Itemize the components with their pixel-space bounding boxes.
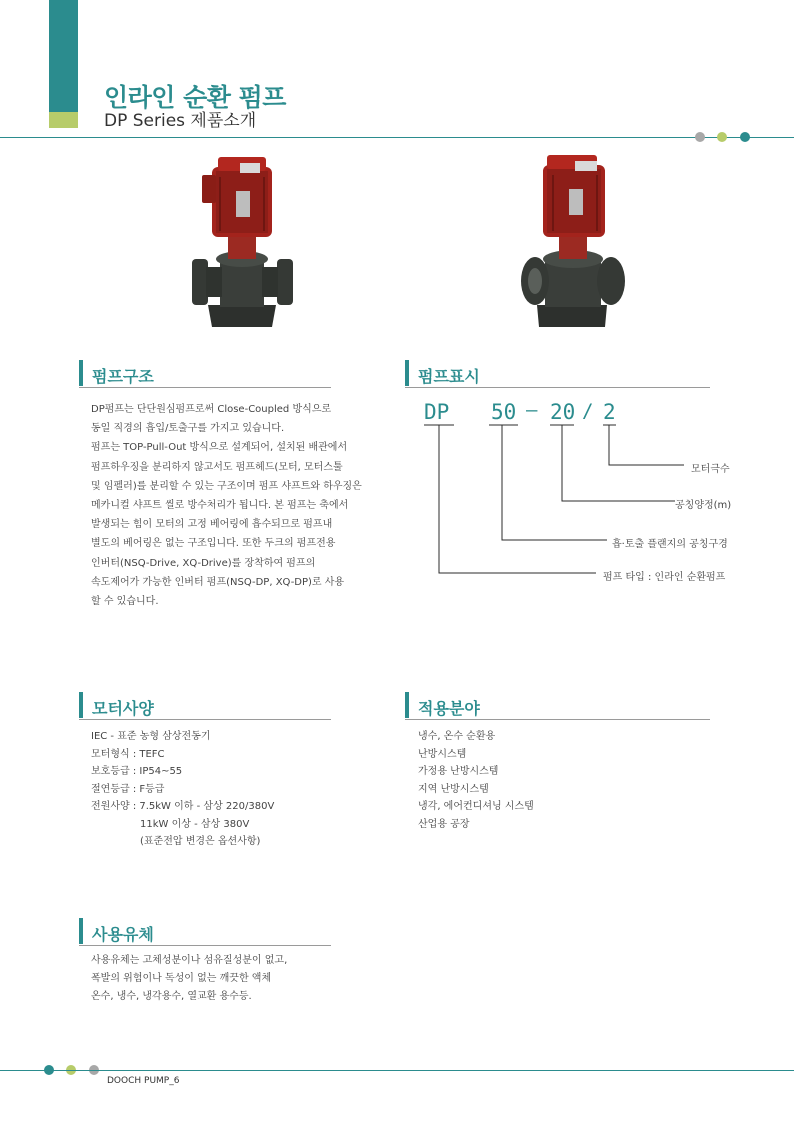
section-marker <box>405 360 409 386</box>
text-line: 동일 직경의 흡입/토출구를 가지고 있습니다. <box>91 423 285 435</box>
section-marker <box>405 692 409 718</box>
code-slash: / <box>582 400 594 422</box>
fluid-line: 사용유체는 고체성분이나 섬유질성분이 없고, <box>91 955 288 966</box>
application-line: 냉각, 에어컨디셔닝 시스템 <box>418 801 534 812</box>
code-type: DP <box>424 400 450 424</box>
spec-line: 보호등급 : IP54~55 <box>91 766 183 777</box>
text-line: 펌프는 TOP-Pull-Out 방식으로 설계되어, 설치된 배관에서 <box>91 442 348 454</box>
text-line: 메카니컬 샤프트 씰로 방수처리가 됩니다. 본 펌프는 축에서 <box>91 500 349 512</box>
text-line: 별도의 베어링은 없는 구조입니다. 또한 두크의 펌프전용 <box>91 538 336 550</box>
text-line: DP펌프는 단단원심펌프로써 Close-Coupled 방식으로 <box>91 404 332 415</box>
section-divider <box>79 945 331 946</box>
pump-photo-front <box>190 155 295 335</box>
section-title-application: 적용분야 <box>418 699 480 718</box>
section-title-fluid: 사용유체 <box>92 925 154 944</box>
spec-line: IEC - 표준 농형 삼상전동기 <box>91 731 211 742</box>
section-divider <box>79 387 331 388</box>
section-marker <box>79 918 83 944</box>
fluid-line: 폭발의 위험이나 독성이 없는 깨끗한 액체 <box>91 973 272 984</box>
spec-line: 11kW 이상 - 삼상 380V <box>140 818 250 830</box>
section-divider <box>405 387 710 388</box>
header-dot-green <box>717 132 727 142</box>
text-line: 및 임펠러)를 분리할 수 있는 구조이며 펌프 샤프트와 하우징은 <box>91 480 362 492</box>
footer-divider <box>0 1070 794 1071</box>
header-divider <box>0 137 794 138</box>
text-line: 발생되는 힘이 모터의 고정 베어링에 흡수되므로 펌프내 <box>91 519 333 531</box>
spec-line: 전원사양 : 7.5kW 이하 - 삼상 220/380V <box>91 801 275 812</box>
fluid-line: 온수, 냉수, 냉각용수, 열교환 용수등. <box>91 991 252 1002</box>
label-type: 펌프 타입 : 인라인 순환펌프 <box>603 572 726 583</box>
section-title-designation: 펌프표시 <box>418 367 480 386</box>
application-line: 산업용 공장 <box>418 818 470 830</box>
label-poles: 모터극수 <box>691 464 730 475</box>
section-divider <box>405 719 710 720</box>
code-poles: 2 <box>603 400 616 424</box>
application-line: 냉수, 온수 순환용 <box>418 731 496 742</box>
text-line: 속도제어가 가능한 인버터 펌프(NSQ-DP, XQ-DP)로 사용 <box>91 576 345 588</box>
section-title-structure: 펌프구조 <box>92 367 154 386</box>
label-size: 흡·토출 플랜지의 공칭구경 <box>612 539 728 550</box>
page-subtitle: DP Series 제품소개 <box>104 111 257 131</box>
section-marker <box>79 692 83 718</box>
structure-text <box>91 400 362 611</box>
motor-spec-list <box>91 728 274 851</box>
header-accent-bar <box>49 0 78 112</box>
spec-line: (표준전압 변경은 옵션사항) <box>140 836 261 847</box>
section-divider <box>79 719 331 720</box>
spec-line: 모터형식 : TEFC <box>91 748 165 760</box>
label-head: 공칭양정(m) <box>675 500 732 511</box>
header-dot-gray <box>695 132 705 142</box>
footer-page-label: DOOCH PUMP_6 <box>107 1076 180 1086</box>
text-line: 인버터(NSQ-Drive, XQ-Drive)를 장착하여 펌프의 <box>91 557 316 569</box>
header-accent-tab <box>49 112 78 128</box>
header-dot-teal <box>740 132 750 142</box>
section-marker <box>79 360 83 386</box>
section-title-motor: 모터사양 <box>92 699 154 718</box>
application-list <box>418 728 534 833</box>
text-line: 할 수 있습니다. <box>91 596 159 608</box>
application-line: 가정용 난방시스템 <box>418 766 499 777</box>
text-line: 펌프하우징을 분리하지 않고서도 펌프헤드(모터, 모터스툴 <box>91 461 343 473</box>
code-dash: – <box>526 399 538 421</box>
pump-photo-angle <box>515 155 635 335</box>
spec-line: 절연등급 : F등급 <box>91 783 165 795</box>
application-line: 지역 난방시스템 <box>418 783 489 795</box>
fluid-text <box>91 952 287 1006</box>
page-title: 인라인 순환 펌프 <box>104 83 286 112</box>
application-line: 난방시스템 <box>418 748 467 760</box>
code-head: 20 <box>550 400 576 424</box>
code-size: 50 <box>491 400 517 424</box>
